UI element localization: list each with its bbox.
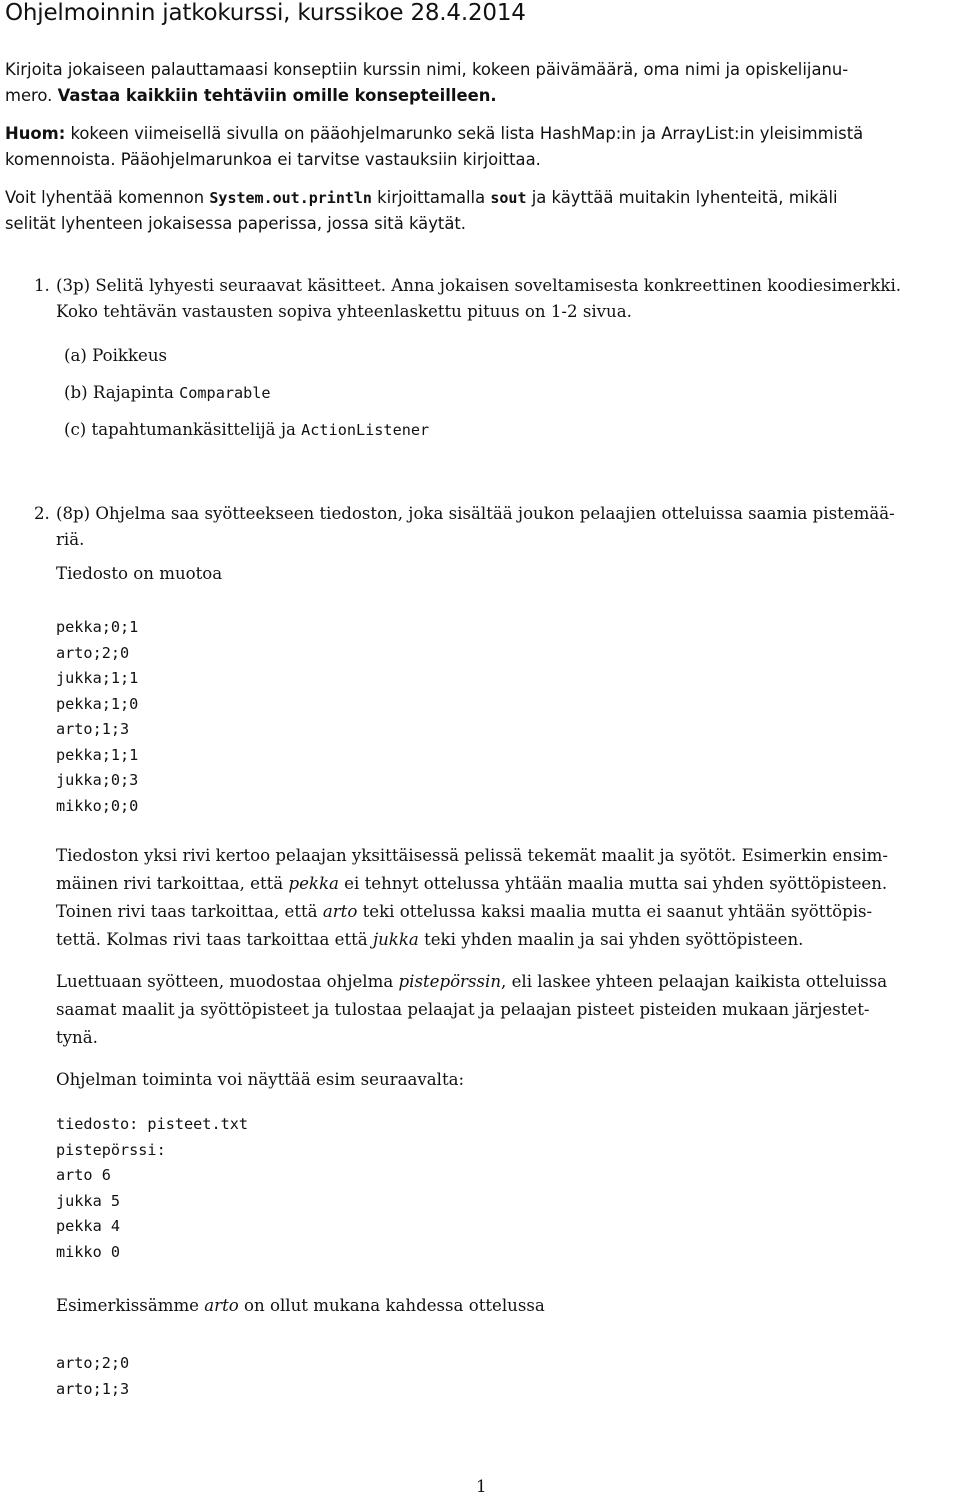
question-1-item-c xyxy=(64,420,429,439)
question-1-line-2: Koko tehtävän vastausten sopiva yhteenlaskettu pituus on 1-2 sivua. xyxy=(56,302,632,321)
intro-line-5 xyxy=(5,188,838,207)
item-label: (a) xyxy=(64,346,87,365)
text: mäinen rivi tarkoittaa, että xyxy=(56,874,289,893)
intro-text: kokeen viimeisellä sivulla on pääohjelmarunko sekä lista HashMap:in ja ArrayList:in yleisimmistä xyxy=(65,124,864,143)
item-text: Poikkeus xyxy=(92,346,168,365)
code-line: pekka;1;1 xyxy=(56,745,139,764)
code-actionlistener: ActionListener xyxy=(301,421,430,439)
code-line: pekka;1;0 xyxy=(56,694,139,713)
intro-line-6: selität lyhenteen jokaisessa paperissa, jossa sitä käytät. xyxy=(5,214,467,233)
text: tettä. Kolmas rivi taas tarkoittaa että xyxy=(56,930,373,949)
italic-term: pistepörssin xyxy=(398,972,502,991)
paragraph-line xyxy=(56,874,887,893)
question-2-number: 2. xyxy=(34,504,50,523)
text: Luettuaan syötteen, muodostaa ohjelma xyxy=(56,972,399,991)
file-format-intro: Tiedosto on muotoa xyxy=(56,564,223,583)
italic-name: arto xyxy=(204,1296,239,1315)
text: on ollut mukana kahdessa ottelussa xyxy=(238,1296,545,1315)
question-1-item-b xyxy=(64,383,271,402)
code-line: arto;1;3 xyxy=(56,1379,130,1398)
question-1-item-a xyxy=(64,346,167,365)
intro-text: mero. xyxy=(5,86,58,105)
page-number: 1 xyxy=(476,1477,487,1496)
code-line: mikko 0 xyxy=(56,1242,121,1261)
question-2-line-2: riä. xyxy=(56,530,85,549)
intro-text: ja käyttää muitakin lyhenteitä, mikäli xyxy=(526,188,838,207)
paragraph-line: Tiedoston yksi rivi kertoo pelaajan yksittäisessä pelissä tekemät maalit ja syötöt. Esimerkin ensim- xyxy=(56,846,889,865)
code-line: arto 6 xyxy=(56,1166,111,1184)
intro-text: Voit lyhentää komennon xyxy=(5,188,210,207)
text: teki yhden maalin ja sai yhden syöttöpisteen. xyxy=(418,930,804,949)
code-line: tiedosto: pisteet.txt xyxy=(56,1115,249,1133)
item-label: (b) xyxy=(64,383,88,402)
page-title: Ohjelmoinnin jatkokurssi, kurssikoe 28.4.2014 xyxy=(5,0,526,26)
question-1-number: 1. xyxy=(34,276,50,295)
paragraph-line: tynä. xyxy=(56,1028,98,1047)
item-text: tapahtumankäsittelijä ja xyxy=(91,420,302,439)
paragraph-line: saamat maalit ja syöttöpisteet ja tulostaa pelaajat ja pelaajan pisteet pisteiden mukaan järjestet- xyxy=(56,1000,870,1019)
text: teki ottelussa kaksi maalia mutta ei saanut yhtään syöttöpis- xyxy=(357,902,873,921)
code-line: jukka;0;3 xyxy=(56,771,139,789)
code-line: pistepörssi: xyxy=(56,1140,166,1159)
text: , eli laskee yhteen pelaajan kaikista otteluissa xyxy=(501,972,888,991)
code-line: jukka;1;1 xyxy=(56,669,139,687)
intro-emphasis: Vastaa kaikkiin tehtäviin omille konsepteilleen. xyxy=(57,86,497,105)
italic-name: pekka xyxy=(288,874,339,893)
huom-label: Huom: xyxy=(5,124,66,143)
paragraph-line xyxy=(56,1296,545,1315)
code-line: arto;1;3 xyxy=(56,720,130,738)
intro-line-1: Kirjoita jokaiseen palauttamaasi konseptiin kurssin nimi, kokeen päivämäärä, oma nimi ja opiskelijanu- xyxy=(5,60,849,79)
paragraph-line xyxy=(56,930,803,949)
code-line: arto;2;0 xyxy=(56,1354,130,1372)
italic-name: jukka xyxy=(372,930,419,949)
question-1-line-1: (3p) Selitä lyhyesti seuraavat käsitteet. Anna jokaisen soveltamisesta konkreettinen koodiesimerkki. xyxy=(56,276,902,295)
paragraph-line: Ohjelman toiminta voi näyttää esim seuraavalta: xyxy=(56,1070,465,1089)
code-sout: sout xyxy=(490,189,527,207)
paragraph-line xyxy=(56,902,872,921)
intro-line-3 xyxy=(5,124,863,143)
text: Toinen rivi taas tarkoittaa, että xyxy=(56,902,323,921)
text: Esimerkissämme xyxy=(56,1296,205,1315)
paragraph-line xyxy=(56,972,887,991)
intro-text: kirjoittamalla xyxy=(371,188,491,207)
code-system-out-println: System.out.println xyxy=(209,189,372,207)
code-line: jukka 5 xyxy=(56,1191,121,1210)
code-line: arto;2;0 xyxy=(56,643,130,662)
item-label: (c) xyxy=(64,420,87,439)
code-line: pekka 4 xyxy=(56,1217,121,1235)
code-line: mikko;0;0 xyxy=(56,796,139,815)
question-2-line-1: (8p) Ohjelma saa syötteekseen tiedoston, joka sisältää joukon pelaajien otteluissa saamia pistemää- xyxy=(56,504,895,523)
text: ei tehnyt ottelussa yhtään maalia mutta sai yhden syöttöpisteen. xyxy=(338,874,888,893)
item-text: Rajapinta xyxy=(92,383,180,402)
code-comparable: Comparable xyxy=(179,384,271,402)
intro-line-4: komennoista. Pääohjelmarunkoa ei tarvitse vastauksiin kirjoittaa. xyxy=(5,150,541,169)
code-line: pekka;0;1 xyxy=(56,618,139,636)
intro-line-2 xyxy=(5,86,497,105)
italic-name: arto xyxy=(322,902,358,921)
